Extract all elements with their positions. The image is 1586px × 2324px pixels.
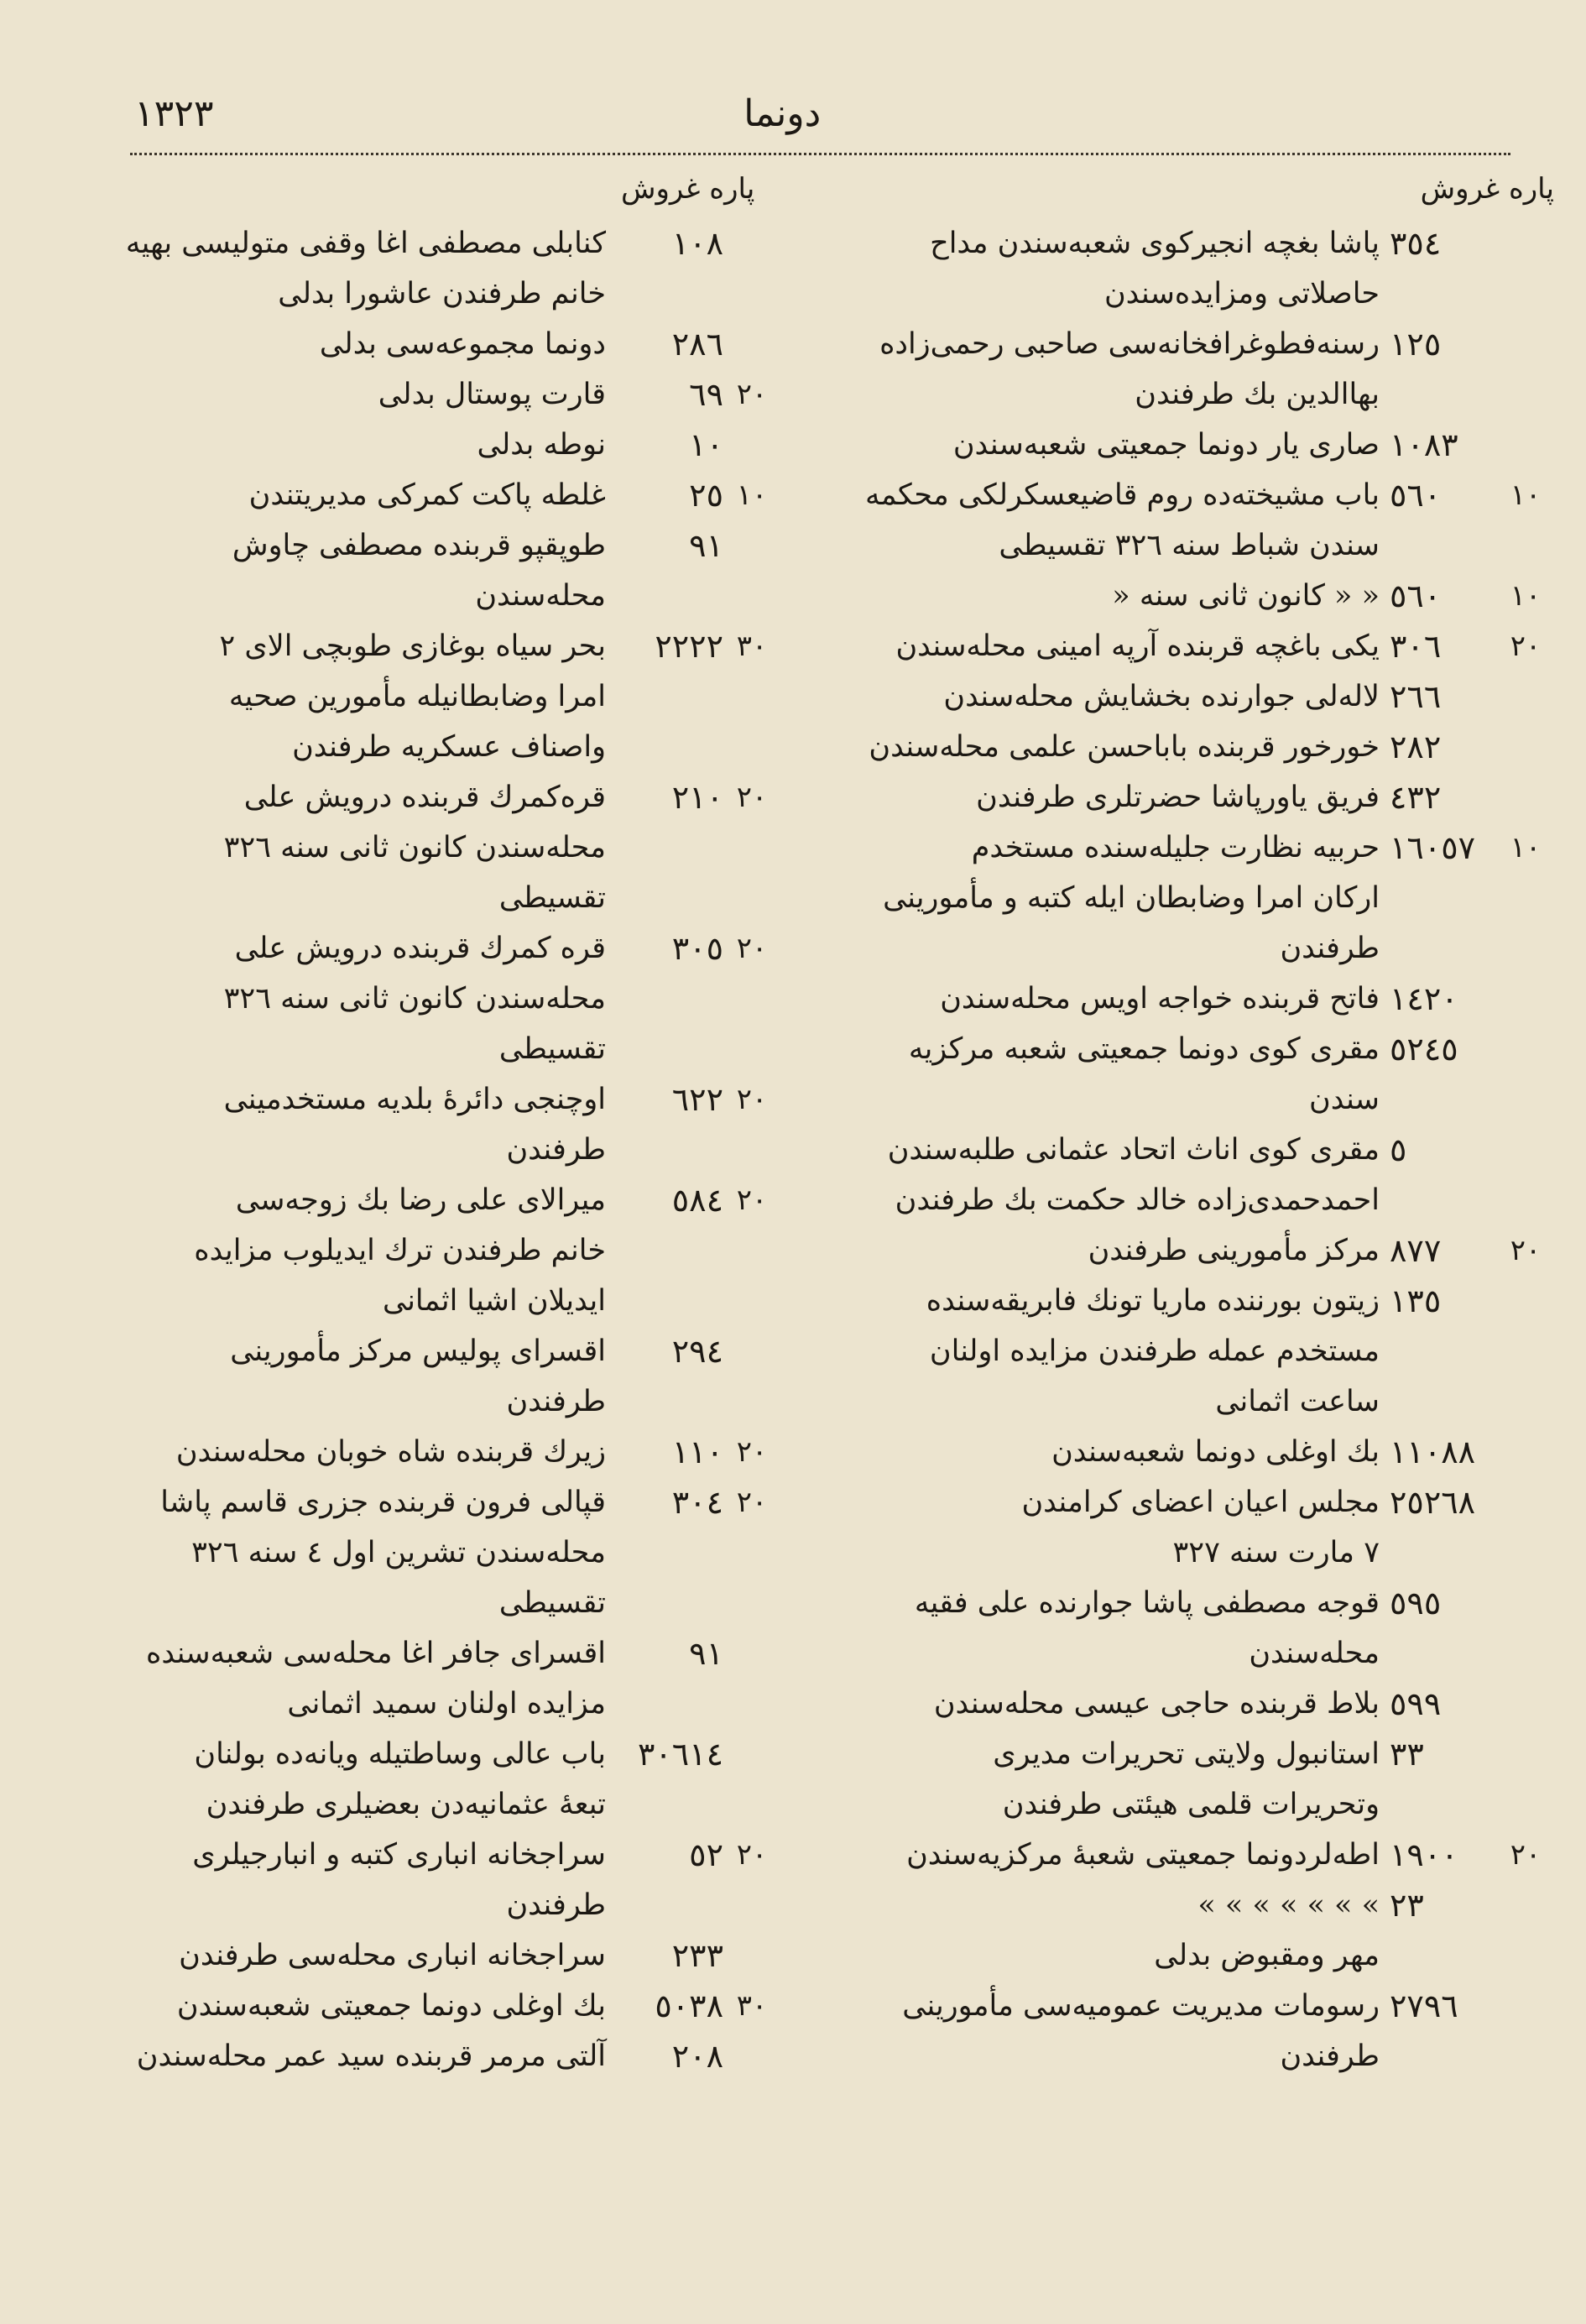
ledger-entry (832, 420, 1554, 470)
amount-para: ٢٠ (736, 1838, 768, 1872)
entry-description: بك اوغلی دونما جمعیتی شعبه‌سندن (176, 1989, 606, 2023)
ledger-entry (832, 1578, 1554, 1679)
entry-description: قوجه مصطفی پاشا جوارنده علی فقیه محله‌سندن (914, 1586, 1380, 1670)
right-column (832, 218, 1554, 2081)
page-title: دونما (743, 91, 822, 135)
amount-ghurush: ٥٦٠ (1390, 477, 1442, 514)
entry-description: رسنه‌فطوغرافخانه‌سی صاحبی رحمی‌زاده بهاالدین بك طرفندن (879, 327, 1380, 411)
ledger-entry (832, 671, 1554, 722)
amount-ghurush: ٣٥٤ (1390, 225, 1442, 262)
entry-description: طوپقپو قربنده مصطفی چاوش محله‌سندن (232, 529, 606, 613)
amount-para: ٢٠ (736, 1083, 768, 1116)
amount-ghurush: ٣٣ (1390, 1736, 1424, 1773)
entry-description: اقسرای پولیس مرکز مأمورینی طرفندن (230, 1334, 606, 1418)
page-header (134, 84, 1452, 143)
ledger-entry (117, 1427, 780, 1477)
entry-description: رسومات مدیریت عمومیه‌سی مأمورینی طرفندن (902, 1989, 1380, 2073)
entry-description: سراجخانه انباری محله‌سی طرفندن (179, 1939, 606, 1972)
ledger-entry (832, 218, 1554, 319)
ledger-entry (117, 520, 780, 621)
ledger-entry (117, 2031, 780, 2081)
amount-ghurush: ٥٢٤٥ (1390, 1031, 1458, 1068)
amount-para: ٢٠ (736, 781, 768, 814)
entry-description: باب مشیخته‌ده روم قاضیعسکرلکی محکمه‌ سندن شباط سنه ٣٢٦ تقسیطی (865, 478, 1380, 562)
ledger-entry (832, 1830, 1554, 1880)
entry-description: فاتح قربنده خواجه اویس محله‌سندن (940, 982, 1380, 1016)
entry-description: یکی باغچه قربنده آرپه امینی محله‌سندن (895, 629, 1380, 663)
entry-description: مهر ومقبوض بدلی (1154, 1939, 1380, 1972)
entry-description: دونما مجموعه‌سی بدلی (319, 327, 606, 361)
ledger-entry (117, 621, 780, 772)
amount-ghurush: ١١٠٨٨ (1390, 1434, 1476, 1470)
ledger-entry (117, 470, 780, 520)
ledger-entry (117, 1175, 780, 1326)
entry-description: قره‌کمرك قربنده درویش علی محله‌سندن کانون ثانی سنه ٣٢٦ تقسیطی (223, 781, 606, 915)
amount-ghurush: ٢١٠ (671, 779, 723, 816)
ledger-entry (117, 1326, 780, 1427)
amount-ghurush: ٢٠٨ (671, 2038, 723, 2075)
ledger-entry (117, 369, 780, 420)
entry-description: مقری کوی اناث اتحاد عثمانی طلبه‌سندن احمدحمدی‌زاده خالد حکمت بك طرفندن (887, 1133, 1380, 1217)
ledger-entry (117, 1981, 780, 2031)
entry-description: زیرك قربنده شاه خوبان محله‌سندن (175, 1435, 606, 1469)
ledger-entry (832, 1729, 1554, 1830)
ledger-entry (832, 772, 1554, 823)
ledger-entry (117, 772, 780, 923)
amount-ghurush: ١٩٠٠ (1390, 1836, 1458, 1873)
amount-ghurush: ٦٢٢ (671, 1081, 723, 1118)
entry-description: حربیه نظارت جلیله‌سنده مستخدم ارکان امرا وضابطان ایله کتبه و مأمورینی طرفندن (883, 831, 1380, 965)
entry-description: زیتون بورننده ماریا تونك فابریقه‌سنده مستخدم عمله طرفندن مزایده اولنان ساعت اثمانی (926, 1284, 1380, 1418)
entry-description: اقسرای جافر اغا محله‌سی شعبه‌سنده مزایده اولنان سمید اثمانی (146, 1637, 606, 1721)
amount-ghurush: ٩١ (689, 1635, 723, 1672)
ledger-entry (832, 1427, 1554, 1477)
entry-description: باب عالی وساطتیله ویانه‌ده بولنان تبعهٔ عثمانیه‌دن بعضیلری طرفندن (194, 1737, 606, 1821)
entry-description: سراجخانه انباری کتبه و انبارجیلری طرفندن (192, 1838, 606, 1922)
amount-ghurush: ١٤٢٠ (1390, 980, 1458, 1017)
amount-ghurush: ١٣٥ (1390, 1282, 1442, 1319)
ledger-entry (117, 1628, 780, 1729)
amount-para: ١٠ (1510, 579, 1542, 613)
ledger-entry (832, 823, 1554, 974)
entry-description: بلاط قربنده حاجی عیسی محله‌سندن (933, 1687, 1380, 1721)
amount-ghurush: ٦٩ (689, 376, 723, 413)
page-number: ١٣٢٣ (134, 91, 214, 135)
ledger-entry (832, 1477, 1554, 1578)
ledger-entry (832, 1276, 1554, 1427)
entry-description: میرالای علی رضا بك زوجه‌سی خانم طرفندن ترك ایدیلوب مزایده ایدیلان اشیا اثمانی (194, 1183, 606, 1318)
amount-ghurush: ٤٣٢ (1390, 779, 1442, 816)
amount-ghurush: ١١٠ (671, 1434, 723, 1470)
amount-para: ١٠ (1510, 478, 1542, 512)
ledger-entry (832, 1024, 1554, 1125)
amount-para: ٢٠ (736, 1435, 768, 1469)
left-column (117, 218, 780, 2081)
entry-description: قره کمرك قربنده درویش علی محله‌سندن کانون ثانی سنه ٣٢٦ تقسیطی (223, 932, 606, 1066)
entry-description: اوچنجی دائرهٔ بلدیه مستخدمینی طرفندن (223, 1083, 606, 1167)
amount-ghurush: ١٠٨٣ (1390, 426, 1458, 463)
ledger-entry (832, 974, 1554, 1024)
amount-ghurush: ٥٨٤ (671, 1182, 723, 1219)
ledger-entry (117, 1729, 780, 1830)
entry-description: لاله‌لی جوارنده بخشایش محله‌سندن (943, 680, 1380, 713)
entry-description: خورخور قربنده باباحسن علمی محله‌سندن (869, 730, 1380, 764)
entry-description: آلتی مرمر قربنده سید عمر محله‌سندن (136, 2039, 606, 2073)
entry-description: استانبول ولایتی تحریرات مدیری وتحریرات قلمی هیئتی طرفندن (993, 1737, 1380, 1821)
amount-para: ٢٠ (1510, 629, 1542, 663)
entry-description: قارت پوستال بدلی (378, 378, 606, 411)
amount-ghurush: ٣٠٤ (671, 1484, 723, 1521)
ledger-entry (832, 319, 1554, 420)
entry-description: غلطه پاکت کمرکی مدیریتندن (248, 478, 606, 512)
amount-para: ٢٠ (736, 1183, 768, 1217)
amount-ghurush: ٩١ (689, 527, 723, 564)
amount-para: ٢٠ (736, 378, 768, 411)
ledger-entry (832, 1679, 1554, 1729)
amount-ghurush: ٥٢ (689, 1836, 723, 1873)
ledger-entry (832, 1125, 1554, 1225)
amount-ghurush: ٢٣ (1390, 1887, 1424, 1924)
amount-ghurush: ٣٠٦١٤ (637, 1736, 723, 1773)
entry-description: بك اوغلی دونما شعبه‌سندن (1051, 1435, 1380, 1469)
ledger-entry (117, 218, 780, 319)
ledger-entry (117, 1074, 780, 1175)
ledger-entry (832, 1880, 1554, 1930)
ledger-entry (832, 1225, 1554, 1276)
amount-ghurush: ٢٨٦ (671, 326, 723, 363)
amount-para: ١٠ (736, 478, 768, 512)
amount-para: ٢٠ (736, 1486, 768, 1519)
amount-ghurush: ٥٩٩ (1390, 1685, 1442, 1722)
ledger-entry (117, 1930, 780, 1981)
amount-ghurush: ٢٨٢ (1390, 729, 1442, 765)
entry-description: قپالی فرون قربنده جزری قاسم پاشا محله‌سندن تشرین اول ٤ سنه ٣٢٦ تقسیطی (160, 1486, 606, 1620)
amount-ghurush: ٢٣٣ (671, 1937, 723, 1974)
ledger-entry (832, 1930, 1554, 1981)
entry-description: فریق یاورپاشا حضرتلری طرفندن (976, 781, 1380, 814)
entry-description: » » » » » » » (1197, 1888, 1380, 1922)
amount-ghurush: ١٢٥ (1390, 326, 1442, 363)
ledger-entry (117, 420, 780, 470)
entry-description: مرکز مأمورینی طرفندن (1088, 1234, 1380, 1267)
amount-para: ٢٠ (1510, 1234, 1542, 1267)
amount-ghurush: ٢٥ (689, 477, 723, 514)
amount-ghurush: ٥٠٣٨ (655, 1987, 723, 2024)
amount-para: ٣٠ (736, 1989, 768, 2023)
entry-description: کنابلی مصطفی اغا وقفی متولیسی بهیه خانم طرفندن عاشورا بدلی (125, 227, 606, 311)
entry-description: پاشا بغچه انجیرکوی شعبه‌سندن مداح حاصلاتی ومزایده‌سندن (930, 227, 1380, 311)
amount-ghurush: ٣٠٦ (1390, 628, 1442, 665)
amount-ghurush: ٥ (1390, 1131, 1407, 1168)
entry-description: نوطه بدلی (477, 428, 606, 462)
left-column-header: پاره غروش (621, 172, 755, 206)
ledger-entry (832, 470, 1554, 571)
ledger-entry (117, 923, 780, 1074)
entry-description: مجلس اعیان اعضای کرامندن ٧ مارت سنه ٣٢٧ (1021, 1486, 1380, 1569)
right-column-header: پاره غروش (1420, 172, 1554, 206)
ledger-entry (832, 1981, 1554, 2081)
entry-description: اطه‌لردونما جمعیتی شعبهٔ مرکزیه‌سندن (906, 1838, 1380, 1872)
amount-ghurush: ٢٧٩٦ (1390, 1987, 1458, 2024)
amount-ghurush: ١٠ (689, 426, 723, 463)
amount-para: ٢٠ (736, 932, 768, 965)
amount-ghurush: ٣٠٥ (671, 930, 723, 967)
ledger-entry (832, 722, 1554, 772)
amount-ghurush: ٨٧٧ (1390, 1232, 1442, 1269)
entry-description: « « کانون ثانی سنه « (1112, 579, 1380, 613)
amount-ghurush: ٢٦٦ (1390, 678, 1442, 715)
amount-ghurush: ٢٩٤ (671, 1333, 723, 1370)
amount-para: ١٠ (1510, 831, 1542, 864)
amount-para: ٣٠ (736, 629, 768, 663)
ledger-entry (117, 1477, 780, 1628)
amount-ghurush: ٥٩٥ (1390, 1585, 1442, 1622)
ledger-entry (832, 621, 1554, 671)
entry-description: صاری یار دونما جمعیتی شعبه‌سندن (952, 428, 1380, 462)
amount-ghurush: ٥٦٠ (1390, 577, 1442, 614)
amount-ghurush: ٢٥٢٦٨ (1390, 1484, 1476, 1521)
entry-description: مقری کوی دونما جمعیتی شعبه مرکزیه سندن (908, 1032, 1380, 1116)
ledger-entry (117, 319, 780, 369)
amount-ghurush: ١٠٨ (671, 225, 723, 262)
amount-ghurush: ٢٢٢٢ (655, 628, 723, 665)
amount-para: ٢٠ (1510, 1838, 1542, 1872)
header-rule (130, 153, 1510, 155)
entry-description: بحر سیاه بوغازی طوبچی الای ٢ امرا وضابطانیله مأمورین صحیه واصناف عسکریه طرفندن (219, 629, 606, 764)
ledger-entry (832, 571, 1554, 621)
amount-ghurush: ١٦٠٥٧ (1390, 829, 1476, 866)
ledger-entry (117, 1830, 780, 1930)
